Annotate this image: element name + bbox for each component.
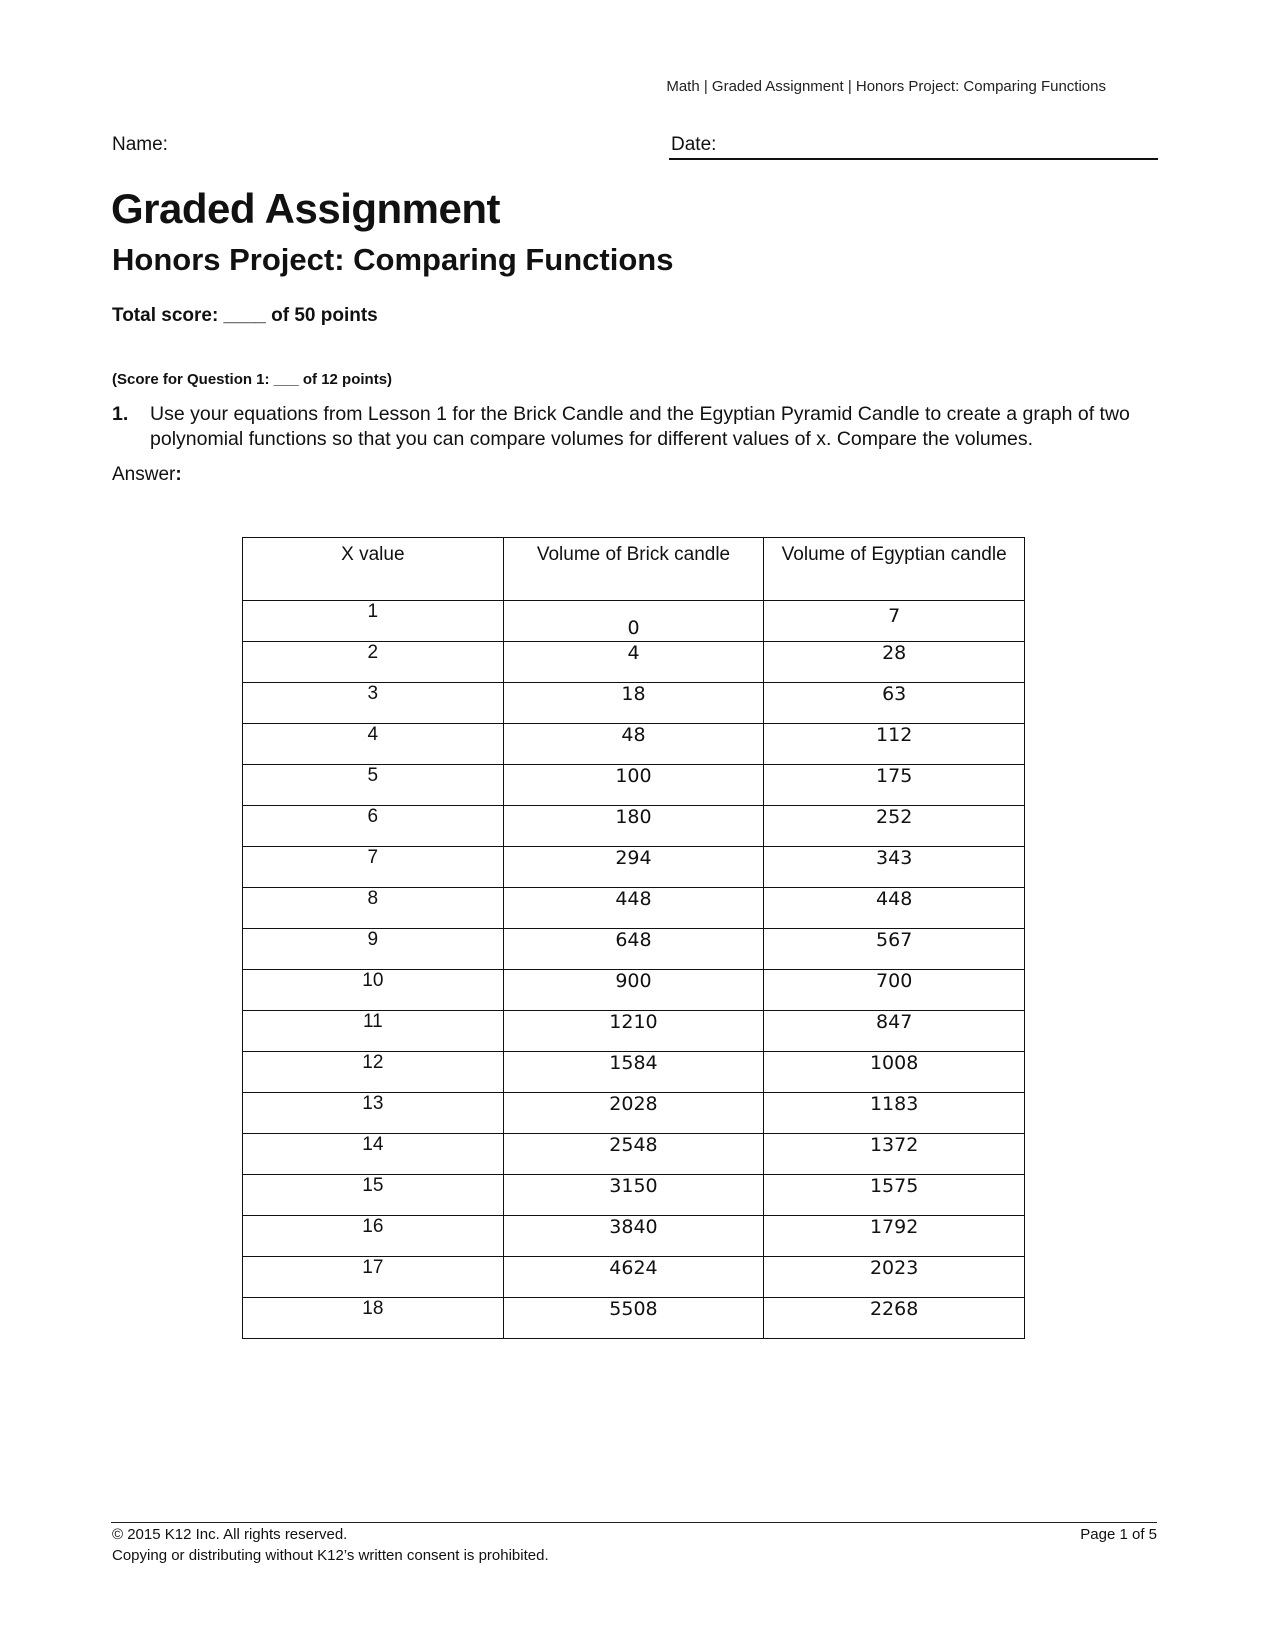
table-row [243,847,1025,888]
cell-brick-volume: 2028 [503,1093,764,1134]
cell-brick-volume: 0 [503,601,764,642]
cell-brick-volume: 4624 [503,1257,764,1298]
cell-egyptian-volume: 343 [764,847,1025,888]
table-body [243,601,1025,1339]
volume-table [242,537,1025,1339]
table-row [243,1093,1025,1134]
cell-brick-volume: 448 [503,888,764,929]
table-row [243,1052,1025,1093]
cell-egyptian-volume: 7 [764,601,1025,642]
table-row [243,888,1025,929]
answer-label-colon: : [175,464,182,485]
table-row [243,1216,1025,1257]
cell-egyptian-volume: 448 [764,888,1025,929]
page-number: Page 1 of 5 [1080,1526,1157,1543]
table-row [243,970,1025,1011]
cell-brick-volume: 648 [503,929,764,970]
footer-divider [111,1522,1157,1523]
answer-label [112,464,182,486]
cell-egyptian-volume: 567 [764,929,1025,970]
page-subtitle: Honors Project: Comparing Functions [112,242,674,277]
cell-brick-volume: 3150 [503,1175,764,1216]
cell-egyptian-volume: 252 [764,806,1025,847]
cell-brick-volume: 1210 [503,1011,764,1052]
cell-egyptian-volume: 63 [764,683,1025,724]
table-row [243,1175,1025,1216]
cell-x-value: 11 [243,1011,504,1052]
cell-egyptian-volume: 1792 [764,1216,1025,1257]
running-header: Math | Graded Assignment | Honors Project: Comparing Functions [666,78,1106,95]
cell-x-value: 13 [243,1093,504,1134]
cell-brick-volume: 294 [503,847,764,888]
cell-brick-volume: 100 [503,765,764,806]
cell-egyptian-volume: 1372 [764,1134,1025,1175]
question-number: 1. [112,403,129,425]
cell-x-value: 10 [243,970,504,1011]
cell-x-value: 15 [243,1175,504,1216]
cell-brick-volume: 180 [503,806,764,847]
table-header-row [243,538,1025,601]
question-score: (Score for Question 1: ___ of 12 points) [112,371,393,388]
cell-x-value: 17 [243,1257,504,1298]
cell-egyptian-volume: 112 [764,724,1025,765]
cell-x-value: 18 [243,1298,504,1339]
cell-brick-volume: 4 [503,642,764,683]
cell-x-value: 9 [243,929,504,970]
cell-x-value: 3 [243,683,504,724]
cell-x-value: 7 [243,847,504,888]
question-1 [112,402,1162,452]
cell-x-value: 6 [243,806,504,847]
column-header-egyptian: Volume of Egyptian candle [764,538,1025,601]
cell-x-value: 2 [243,642,504,683]
cell-x-value: 4 [243,724,504,765]
cell-brick-volume: 900 [503,970,764,1011]
cell-brick-volume: 48 [503,724,764,765]
cell-x-value: 14 [243,1134,504,1175]
cell-egyptian-volume: 700 [764,970,1025,1011]
cell-x-value: 8 [243,888,504,929]
date-field-label: Date: [671,134,717,155]
table-row [243,1011,1025,1052]
table-row [243,601,1025,642]
cell-egyptian-volume: 1008 [764,1052,1025,1093]
cell-x-value: 1 [243,601,504,642]
column-header-brick: Volume of Brick candle [503,538,764,601]
question-text: Use your equations from Lesson 1 for the Brick Candle and the Egyptian Pyramid Candle to create a graph of two polynomial functions so that you can compare volumes for different values of x. Compare the volumes. [150,403,1130,450]
cell-egyptian-volume: 2268 [764,1298,1025,1339]
table-row [243,642,1025,683]
cell-brick-volume: 1584 [503,1052,764,1093]
answer-label-text: Answer [112,464,176,485]
total-score: Total score: ____ of 50 points [112,305,378,326]
table-row [243,929,1025,970]
table-row [243,765,1025,806]
table-row [243,1298,1025,1339]
footer-notice: Copying or distributing without K12’s written consent is prohibited. [112,1547,549,1564]
cell-x-value: 5 [243,765,504,806]
cell-egyptian-volume: 2023 [764,1257,1025,1298]
page-title: Graded Assignment [111,185,501,232]
cell-brick-volume: 18 [503,683,764,724]
cell-brick-volume: 2548 [503,1134,764,1175]
cell-egyptian-volume: 28 [764,642,1025,683]
date-field [669,134,1158,160]
table-row [243,683,1025,724]
cell-brick-volume: 5508 [503,1298,764,1339]
cell-egyptian-volume: 175 [764,765,1025,806]
cell-brick-volume: 3840 [503,1216,764,1257]
cell-x-value: 16 [243,1216,504,1257]
column-header-x: X value [243,538,504,601]
table-row [243,806,1025,847]
footer-copyright: © 2015 K12 Inc. All rights reserved. [112,1526,348,1543]
table-row [243,1134,1025,1175]
cell-x-value: 12 [243,1052,504,1093]
cell-egyptian-volume: 847 [764,1011,1025,1052]
cell-egyptian-volume: 1183 [764,1093,1025,1134]
cell-egyptian-volume: 1575 [764,1175,1025,1216]
table-row [243,1257,1025,1298]
table-row [243,724,1025,765]
name-field-label: Name: [112,134,168,155]
